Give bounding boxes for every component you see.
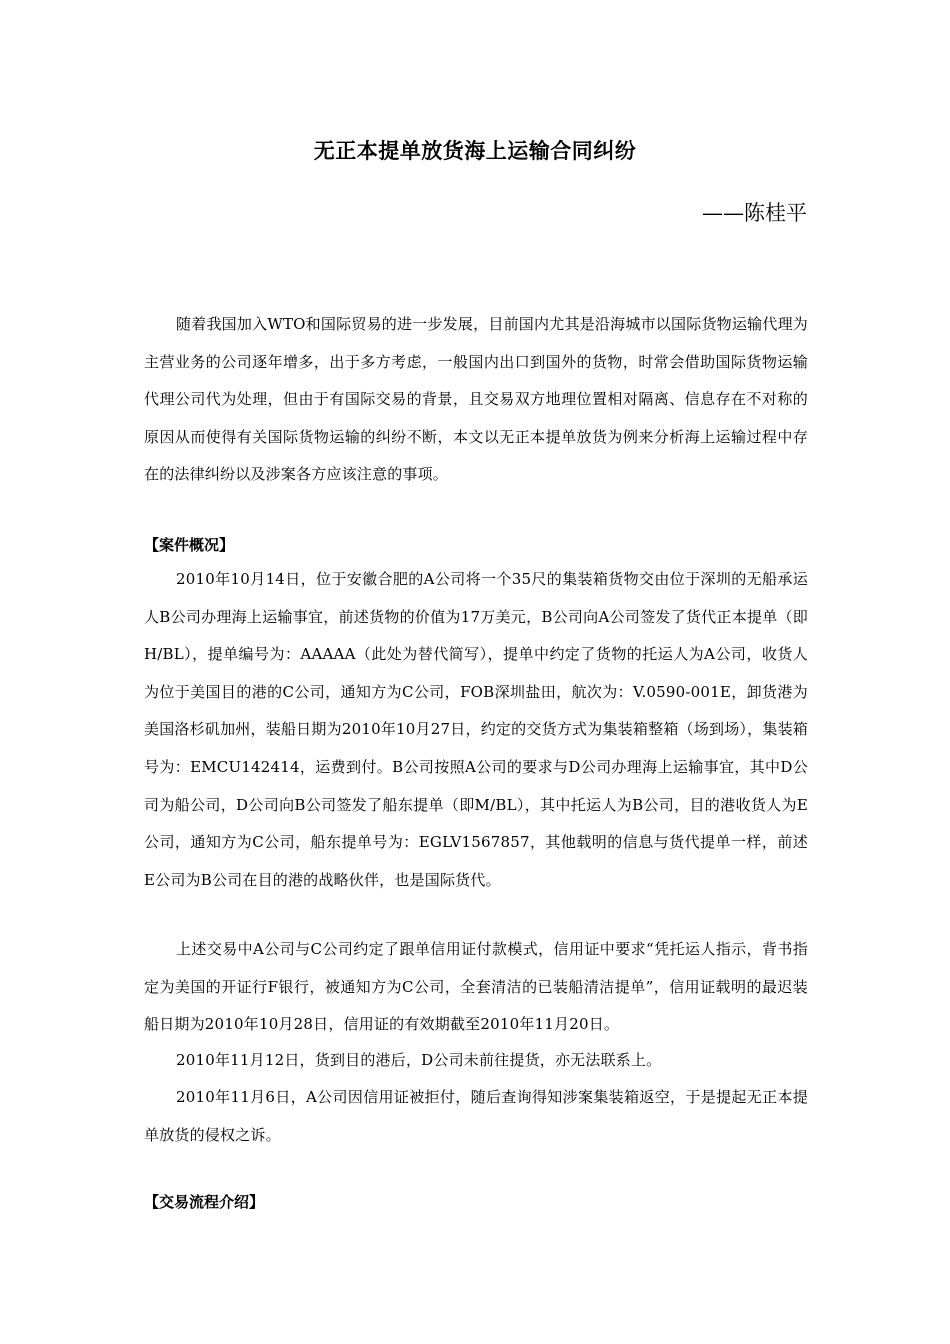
case-paragraph-1: 2010年10月14日，位于安徽合肥的A公司将一个35尺的集装箱货物交由位于深圳的无船承运人B公司办理海上运输事宜，前述货物的价值为17万美元，B公司向A公司签发了货代正本提单（即H/BL），提单编号为：AAAAA（此处为替代简写），提单中约定了货物的托运人为A公司，收货人为位于美国目的港的C公司，通知方为C公司，FOB深圳盐田，航次为：V.0590-001E，卸货港为美国洛杉矶加州，装船日期为2010年10月27日，约定的交货方式为集装箱整箱（场到场），集装箱号为：EMCU142414，运费到付。B公司按照A公司的要求与D公司办理海上运输事宜，其中D公司为船公司，D公司向B公司签发了船东提单（即M/BL），其中托运人为B公司，目的港收货人为E公司，通知方为C公司，船东提单号为：EGLV1567857，其他载明的信息与货代提单一样，前述E公司为B公司在目的港的战略伙伴，也是国际货代。 bbox=[144, 570, 808, 889]
section-heading-case-overview: 【案件概况】 bbox=[144, 536, 235, 554]
case-paragraph-3: 2010年11月12日，货到目的港后，D公司未前往提货，亦无法联系上。 bbox=[176, 1051, 662, 1069]
document-title: 无正本提单放货海上运输合同纠纷 bbox=[313, 139, 637, 163]
case-paragraph-4: 2010年11月6日，A公司因信用证被拒付，随后查询得知涉案集装箱返空，于是提起无正本提单放货的侵权之诉。 bbox=[144, 1088, 808, 1144]
document-author: ——陈桂平 bbox=[702, 201, 807, 225]
section-heading-transaction-flow: 【交易流程介绍】 bbox=[144, 1193, 265, 1211]
case-paragraph-2: 上述交易中A公司与C公司约定了跟单信用证付款模式，信用证中要求“凭托运人指示，背书指定为美国的开证行F银行，被通知方为C公司，全套清洁的已装船清洁提单”，信用证载明的最迟装船日期为2010年10月28日，信用证的有效期截至2010年11月20日。 bbox=[144, 940, 808, 1034]
intro-paragraph: 随着我国加入WTO和国际贸易的进一步发展，目前国内尤其是沿海城市以国际货物运输代理为主营业务的公司逐年增多，出于多方考虑，一般国内出口到国外的货物，时常会借助国际货物运输代理公司代为处理，但由于有国际交易的背景，且交易双方地理位置相对隔离、信息存在不对称的原因从而使得有关国际货物运输的纠纷不断，本文以无正本提单放货为例来分析海上运输过程中存在的法律纠纷以及涉案各方应该注意的事项。 bbox=[144, 315, 808, 484]
